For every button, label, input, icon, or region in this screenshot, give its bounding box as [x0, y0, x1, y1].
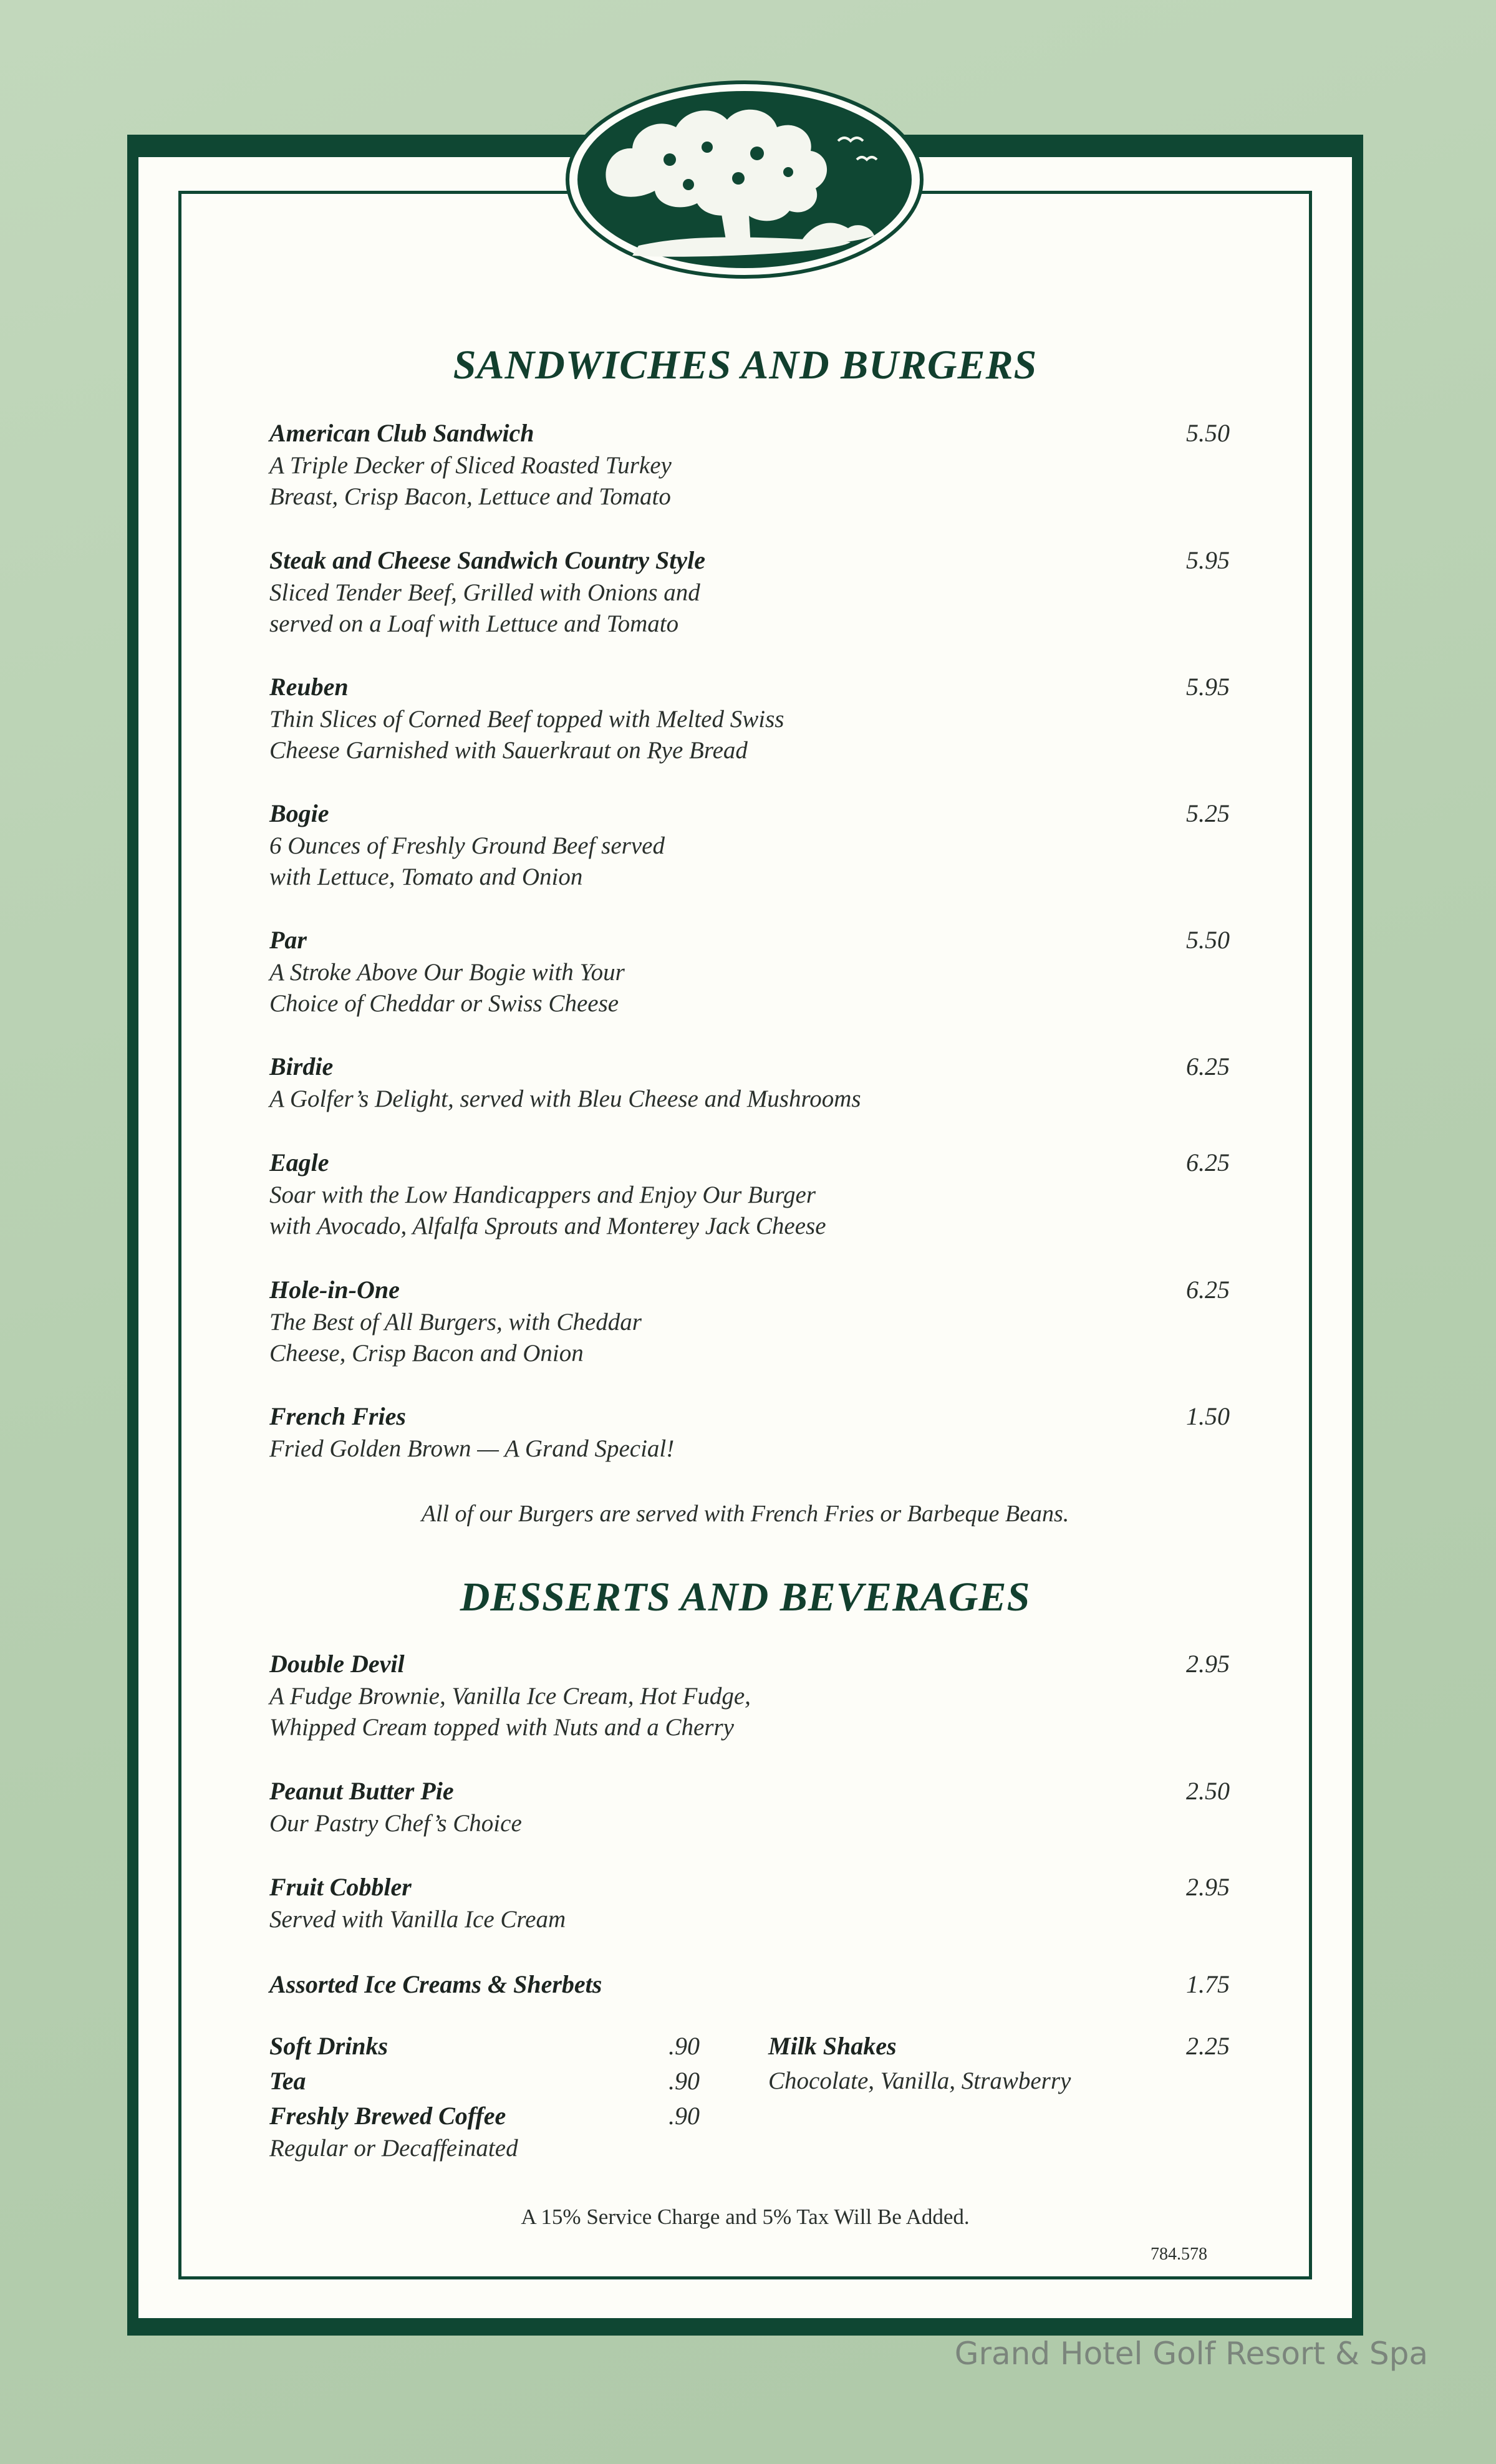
item-name: Milk Shakes	[768, 2032, 897, 2060]
item-description: Our Pastry Chef’s Choice	[269, 1810, 522, 1837]
item-price: .90	[668, 2102, 700, 2130]
menu-item	[269, 1647, 1230, 1743]
item-description: Chocolate, Vanilla, Strawberry	[768, 2067, 1071, 2094]
item-description: Cheese Garnished with Sauerkraut on Rye Bread	[269, 737, 748, 764]
item-description: Soar with the Low Handicappers and Enjoy Our Burger	[269, 1181, 816, 1208]
item-price: 5.95	[1186, 546, 1230, 574]
menu-item	[269, 416, 1230, 513]
item-name: Peanut Butter Pie	[269, 1777, 454, 1805]
item-description: Thin Slices of Corned Beef topped with Melted Swiss	[269, 706, 784, 733]
item-name: French Fries	[269, 1402, 406, 1430]
item-price: 2.50	[1186, 1777, 1230, 1805]
menu-item	[269, 2099, 718, 2163]
menu-item	[269, 1273, 1230, 1369]
item-name: Par	[269, 926, 307, 954]
item-name: Hole-in-One	[269, 1276, 400, 1304]
menu-item	[269, 1146, 1230, 1242]
item-description: Regular or Decaffeinated	[269, 2135, 518, 2162]
item-description: served on a Loaf with Lettuce and Tomato	[269, 610, 679, 637]
item-price: 2.95	[1186, 1650, 1230, 1678]
item-description: A Triple Decker of Sliced Roasted Turkey	[269, 452, 672, 479]
item-price: 5.25	[1186, 799, 1230, 827]
item-name: Tea	[269, 2067, 306, 2095]
menu-item	[269, 670, 1230, 766]
menu-code: 784.578	[1151, 2245, 1207, 2264]
item-description: Served with Vanilla Ice Cream	[269, 1906, 566, 1933]
item-description: The Best of All Burgers, with Cheddar	[269, 1309, 642, 1335]
menu-item	[269, 797, 1230, 893]
item-price: .90	[668, 2067, 700, 2095]
item-name: American Club Sandwich	[269, 419, 534, 447]
item-price: 5.50	[1186, 419, 1230, 447]
section-title-sandwiches: SANDWICHES AND BURGERS	[453, 342, 1038, 388]
menu-item	[269, 1050, 1230, 1115]
item-name: Reuben	[269, 673, 349, 701]
burger-sides-note: All of our Burgers are served with French Fries or Barbeque Beans.	[421, 1501, 1069, 1527]
menu-item	[269, 1400, 1230, 1465]
item-description: Breast, Crisp Bacon, Lettuce and Tomato	[269, 483, 671, 510]
item-description: with Avocado, Alfalfa Sprouts and Monterey Jack Cheese	[269, 1213, 826, 1239]
item-description: Whipped Cream topped with Nuts and a Cherry	[269, 1714, 734, 1741]
item-price: .90	[668, 2032, 700, 2060]
menu-item	[269, 1968, 1230, 2001]
item-price: 1.50	[1186, 1402, 1230, 1430]
item-price: 6.25	[1186, 1052, 1230, 1080]
menu-item	[269, 1870, 1230, 1935]
menu-item	[269, 923, 1230, 1019]
menu-item	[768, 2029, 1230, 2099]
item-name: Soft Drinks	[269, 2032, 388, 2060]
item-name: Fruit Cobbler	[269, 1873, 412, 1901]
item-name: Assorted Ice Creams & Sherbets	[269, 1970, 602, 1998]
item-description: A Golfer’s Delight, served with Bleu Cheese and Mushrooms	[269, 1085, 861, 1112]
item-price: 2.25	[1186, 2032, 1230, 2060]
oak-tree-logo-icon	[564, 79, 925, 281]
item-price: 5.50	[1186, 926, 1230, 954]
item-description: Choice of Cheddar or Swiss Cheese	[269, 990, 619, 1017]
service-charge-note: A 15% Service Charge and 5% Tax Will Be Added.	[521, 2205, 970, 2229]
watermark: Grand Hotel Golf Resort & Spa	[954, 2336, 1428, 2372]
menu-item	[269, 544, 1230, 640]
item-name: Birdie	[269, 1052, 334, 1080]
item-name: Freshly Brewed Coffee	[269, 2102, 506, 2130]
beverages-block	[269, 2029, 1230, 2172]
item-description: 6 Ounces of Freshly Ground Beef served	[269, 832, 665, 859]
item-price: 1.75	[1186, 1970, 1230, 1998]
item-description: A Stroke Above Our Bogie with Your	[269, 959, 625, 986]
item-name: Bogie	[269, 799, 329, 827]
section-title-desserts: DESSERTS AND BEVERAGES	[460, 1574, 1031, 1620]
item-description: Cheese, Crisp Bacon and Onion	[269, 1340, 584, 1367]
item-price: 6.25	[1186, 1276, 1230, 1304]
menu-item	[269, 2064, 718, 2099]
item-price: 2.95	[1186, 1873, 1230, 1901]
item-description: Fried Golden Brown — A Grand Special!	[269, 1435, 675, 1462]
item-name: Eagle	[269, 1148, 329, 1177]
item-description: Sliced Tender Beef, Grilled with Onions and	[269, 579, 700, 606]
item-name: Double Devil	[269, 1650, 405, 1678]
item-description: with Lettuce, Tomato and Onion	[269, 864, 583, 890]
item-price: 6.25	[1186, 1148, 1230, 1177]
menu-item	[269, 1774, 1230, 1839]
item-price: 5.95	[1186, 673, 1230, 701]
item-name: Steak and Cheese Sandwich Country Style	[269, 546, 705, 574]
item-description: A Fudge Brownie, Vanilla Ice Cream, Hot Fudge,	[269, 1683, 751, 1710]
menu-item	[269, 2029, 718, 2064]
